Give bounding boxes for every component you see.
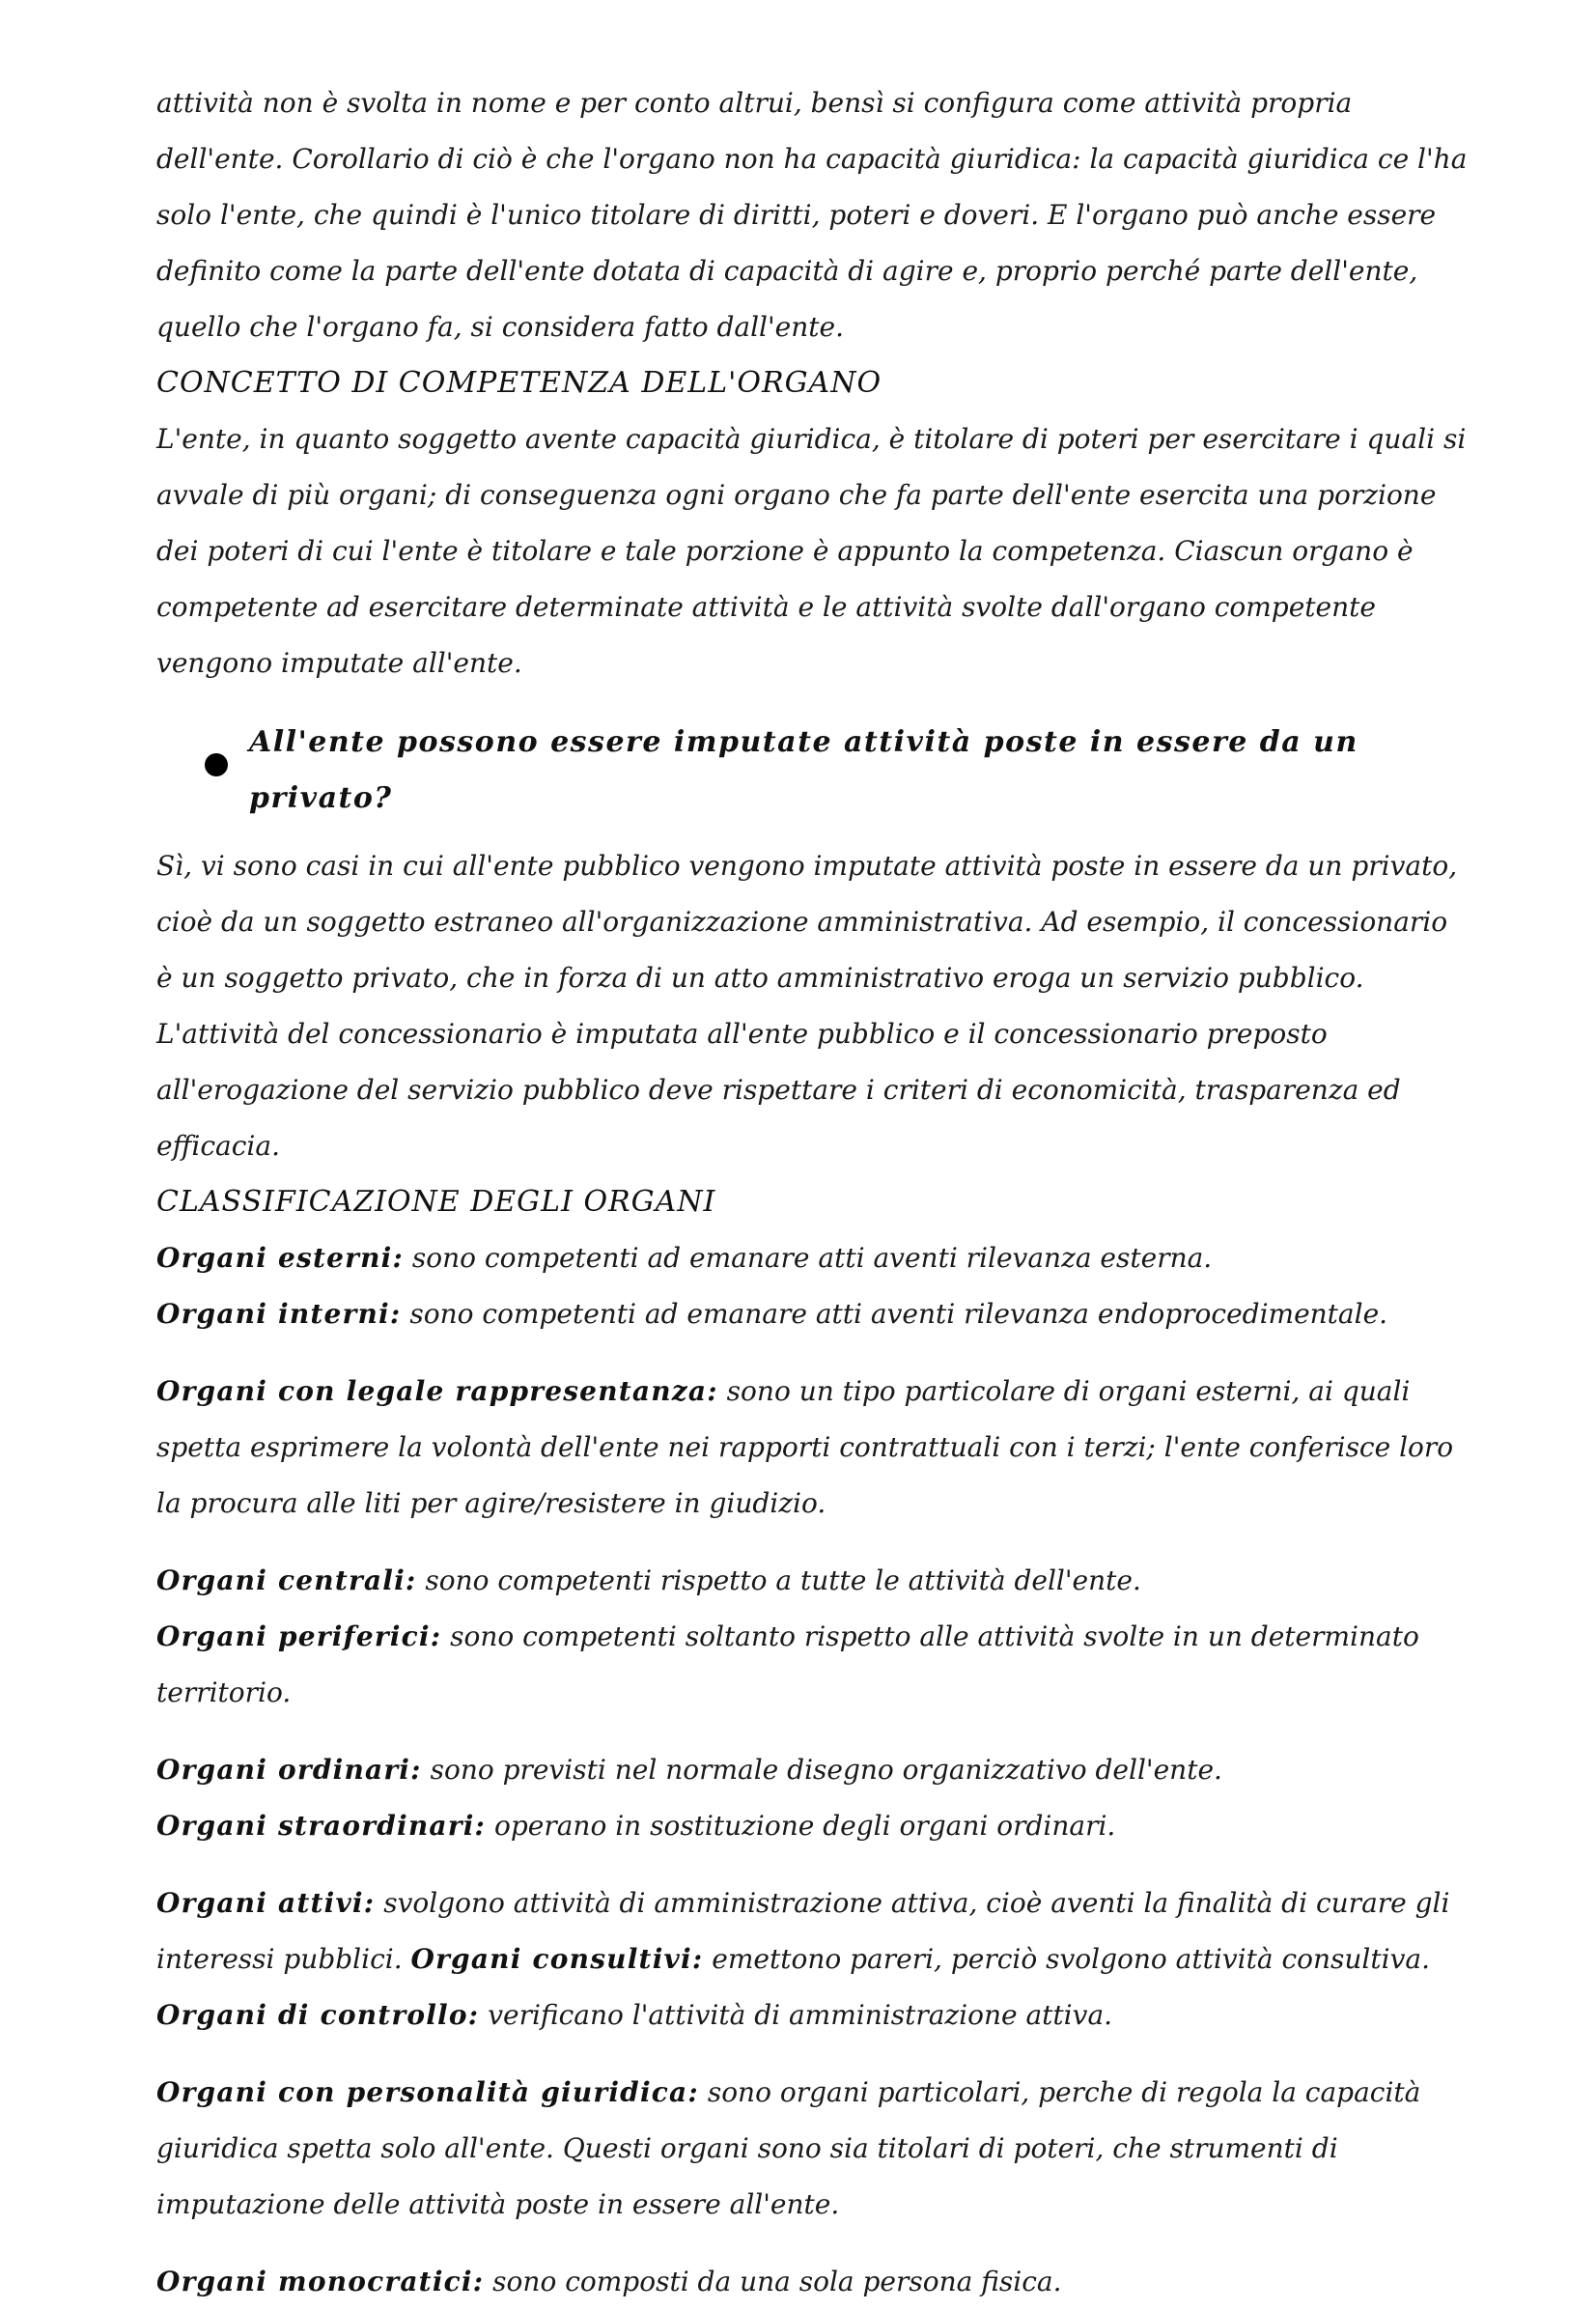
organi-ordinari <box>156 1742 1470 1798</box>
section-heading-competenza: CONCETTO DI COMPETENZA DELL'ORGANO <box>156 366 882 400</box>
term-definition: sono un tipo particolare di organi esterni, ai quali spetta esprimere la volontà dell'ente nei rapporti contrattuali con i terzi; l'ente conferisce loro la procura alle liti per agire/resistere in giudizio. <box>156 1375 1454 1519</box>
term-label: Organi con personalità giuridica: <box>156 2076 699 2108</box>
question-item <box>156 715 1470 827</box>
term-label: Organi centrali: <box>156 1564 417 1596</box>
organi-di-controllo <box>156 1987 1470 2043</box>
term-label: Organi attivi: <box>156 1887 376 1919</box>
intro-paragraph: attività non è svolta in nome e per conto altrui, bensì si configura come attività propria dell'ente. Corollario di ciò è che l'organo non ha capacità giuridica: la capacità giuridica ce l'ha solo l'ente, che quindi è l'unico titolare di diritti, poteri e doveri. E l'organo può anche essere definito come la parte dell'ente dotata di capacità di agire e, proprio perché parte dell'ente, quello che l'organo fa, si considera fatto dall'ente. <box>156 87 1468 343</box>
organi-esterni <box>156 1230 1470 1286</box>
term-label: Organi straordinari: <box>156 1810 487 1842</box>
term-definition: svolgono attività di amministrazione attiva, cioè aventi la finalità di curare gli interessi pubblici. <box>156 1887 1450 1975</box>
organi-personalita-giuridica <box>156 2065 1470 2233</box>
term-definition: emettono pareri, perciò svolgono attività consultiva. <box>703 1943 1430 1975</box>
question-text: All'ente possono essere imputate attività poste in essere da un privato? <box>249 725 1358 815</box>
competenza-paragraph: L'ente, in quanto soggetto avente capacità giuridica, è titolare di poteri per esercitare i quali si avvale di più organi; di conseguenza ogni organo che fa parte dell'ente esercita una porzione dei poteri di cui l'ente è titolare e tale porzione è appunto la competenza. Ciascun organo è competente ad esercitare determinate attività e le attività svolte dall'organo competente vengono imputate all'ente. <box>156 423 1467 679</box>
term-definition: sono competenti ad emanare atti aventi rilevanza esterna. <box>404 1242 1213 1274</box>
organi-periferici <box>156 1609 1470 1721</box>
term-label: Organi interni: <box>156 1298 402 1330</box>
term-label: Organi con legale rappresentanza: <box>156 1375 718 1407</box>
term-label: Organi ordinari: <box>156 1754 422 1786</box>
term-definition: sono competenti ad emanare atti aventi rilevanza endoprocedimentale. <box>401 1298 1388 1330</box>
term-definition: sono composti da una sola persona fisica. <box>484 2266 1062 2297</box>
term-label: Organi consultivi: <box>410 1943 704 1975</box>
organi-centrali <box>156 1553 1470 1609</box>
term-definition: sono organi particolari, perche di regola la capacità giuridica spetta solo all'ente. Questi organi sono sia titolari di poteri, che strumenti di imputazione delle attività poste in essere all'ente. <box>156 2076 1421 2220</box>
term-definition: sono previsti nel normale disegno organizzativo dell'ente. <box>421 1754 1222 1786</box>
organi-interni <box>156 1286 1470 1342</box>
organi-straordinari <box>156 1798 1470 1854</box>
answer-paragraph: Sì, vi sono casi in cui all'ente pubblico vengono imputate attività poste in essere da un privato, cioè da un soggetto estraneo all'organizzazione amministrativa. Ad esempio, il concessionario è un soggetto privato, che in forza di un atto amministrativo eroga un servizio pubblico. L'attività del concessionario è imputata all'ente pubblico e il concessionario preposto all'erogazione del servizio pubblico deve rispettare i criteri di economicità, trasparenza ed efficacia. <box>156 850 1458 1162</box>
organi-monocratici <box>156 2254 1470 2310</box>
document-page <box>156 75 1470 2310</box>
term-definition: sono competenti rispetto a tutte le attività dell'ente. <box>416 1564 1141 1596</box>
organi-legale-rappresentanza <box>156 1364 1470 1532</box>
term-label: Organi monocratici: <box>156 2266 485 2297</box>
bullet-icon <box>205 753 228 776</box>
term-definition: sono competenti soltanto rispetto alle attività svolte in un determinato territorio. <box>156 1620 1419 1708</box>
term-label: Organi esterni: <box>156 1242 405 1274</box>
term-label: Organi periferici: <box>156 1620 442 1652</box>
organi-attivi-consultivi <box>156 1875 1470 1987</box>
section-heading-classificazione: CLASSIFICAZIONE DEGLI ORGANI <box>156 1185 716 1219</box>
term-label: Organi di controllo: <box>156 1999 480 2031</box>
term-definition: verificano l'attività di amministrazione attiva. <box>479 1999 1113 2031</box>
term-definition: operano in sostituzione degli organi ordinari. <box>486 1810 1116 1842</box>
